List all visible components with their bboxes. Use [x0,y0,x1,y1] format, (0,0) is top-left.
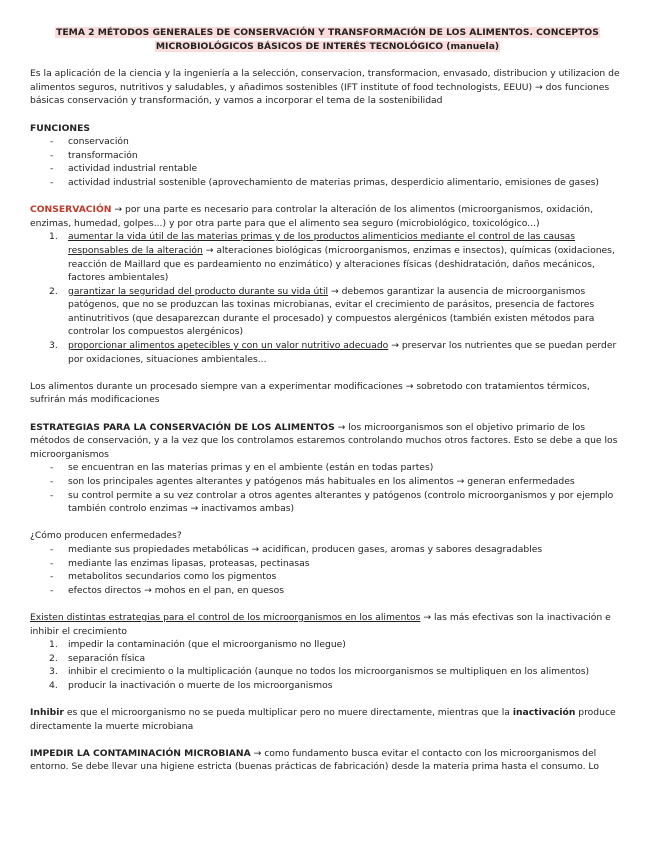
inhibir-bold: Inhibir [30,707,64,719]
conservacion-text: → por una parte es necesario para controlar la alteración de los alimentos (microorganismos, oxidación, enzimas, humedad, golpes...) y por otra parte para que el alimento sea seguro (microbiológico, toxicológico...) [30,204,594,229]
list-item: - conservación [30,135,625,149]
conservacion-list [30,230,625,366]
list-item: - se encuentran en las materias primas y en el ambiente (están en todas partes) [30,461,625,475]
item-underlined: proporcionar alimentos apetecibles y con un valor nutritivo adecuado [68,340,389,352]
list-item [30,652,625,666]
list-item: - metabolitos secundarios como los pigmentos [30,570,625,584]
list-item [30,230,625,284]
control-list [30,638,625,692]
estrategias-text: → los microorganismos son el objetivo primario de los métodos de conservación, y a la vez que los controlamos estaremos controlando muchos otros factores. Esto se debe a que los microorganismos [30,421,618,460]
list-item [30,339,625,366]
item-number: 3. [49,666,58,678]
list-item [30,679,625,693]
list-item [30,665,625,679]
list-item: - actividad industrial sostenible (aprovechamiento de materias primas, desperdicio alimentario, emisiones de gases) [30,176,625,190]
item-text: inhibir el crecimiento o la multiplicación (aunque no todos los microorganismos se multipliquen en los alimentos) [68,666,590,678]
estrategias-heading: ESTRATEGIAS PARA LA CONSERVACIÓN DE LOS ALIMENTOS [30,421,335,433]
item-number: 1. [49,231,58,243]
item-underlined: aumentar la vida útil de las materias primas y de los productos alimenticios mediante el control de las causas responsables de la alteración [68,231,576,256]
item-text: separación física [68,652,146,664]
procesado-paragraph: Los alimentos durante un procesado siempre van a experimentar modificaciones → sobretodo con tratamientos térmicos, sufrirán más modificaciones [30,380,590,406]
funciones-heading: FUNCIONES [30,122,90,134]
list-item: - su control permite a su vez controlar a otros agentes alterantes y patógenos (controlo microorganismos y por ejemplo también controlo enzimas → inactivamos ambas) [30,489,625,516]
item-text: impedir la contaminación (que el microorganismo no llegue) [68,639,346,651]
item-number: 3. [49,340,58,352]
item-text: producir la inactivación o muerte de los microorganismos [68,679,333,691]
enfermedades-list [30,543,625,597]
item-text: → alteraciones biológicas (microorganismos, enzimas e insectos), químicas (oxidaciones, reacción de Maillard que es pardeamiento no enzimático) y alteraciones físicas (deshidratación, daños mecánicos, factores ambientales) [68,244,615,284]
list-item: - mediante sus propiedades metabólicas → acidifican, producen gases, aromas y sabores desagradables [30,543,625,557]
list-item: - mediante las enzimas lipasas, proteasas, pectinasas [30,557,625,571]
estrategias-list [30,461,625,515]
control-underlined: Existen distintas estrategias para el control de los microorganismos en los alimentos [30,611,421,623]
intro-paragraph: Es la aplicación de la ciencia y la ingeniería a la selección, conservacion, transformacion, envasado, distribucion y utilizacion de alimentos seguros, nutritivos y saludables, y añadimos sostenibles (IFT institute of food technologists, EEUU) → dos funciones básicas conservación y transformación, y vamos a incorporar el tema de la sostenibilidad [30,68,620,107]
item-text: → debemos garantizar la ausencia de microorganismos patógenos, que no se produzcan las toxinas microbianas, evitar el crecimiento de parásitos, presencia de factores antinutritivos (que desaparezcan durante el procesado) y compuestos alergénicos (también existen métodos para controlar los compuestos alergénicos) [68,285,595,338]
inhibir-text-2: produce directamente la muerte microbiana [30,707,616,732]
item-number: 2. [49,285,58,297]
control-paragraph [30,611,625,638]
conservacion-paragraph [30,203,625,230]
list-item [30,285,625,339]
inhibir-text-1: es que el microorganismo no se pueda multiplicar pero no muere directamente, mientras que la [63,707,513,719]
item-number: 1. [49,639,58,651]
item-number: 4. [49,679,58,691]
enfermedades-question: ¿Cómo producen enfermedades? [30,530,182,542]
list-item: - son los principales agentes alterantes y patógenos más habituales en los alimentos → generan enfermedades [30,475,625,489]
impedir-text: → como fundamento busca evitar el contacto con los microorganismos del entorno. Se debe llevar una higiene estricta (buenas prácticas de fabricación) desde la materia prima hasta el consumo. Lo [30,747,599,773]
impedir-heading: IMPEDIR LA CONTAMINACIÓN MICROBIANA [30,747,251,759]
impedir-paragraph [30,747,625,774]
conservacion-heading: CONSERVACIÓN [30,204,112,216]
list-item: - efectos directos → mohos en el pan, en quesos [30,584,625,598]
inactivacion-bold: inactivación [512,707,576,719]
document-title [30,26,625,53]
item-underlined: garantizar la seguridad del producto durante su vida útil [68,285,329,297]
list-item: - actividad industrial rentable [30,162,625,176]
item-number: 2. [49,652,58,664]
inhibir-paragraph [30,706,625,733]
list-item [30,638,625,652]
estrategias-paragraph [30,421,625,462]
funciones-list [30,135,625,189]
list-item: - transformación [30,149,625,163]
title-line-2: MICROBIOLÓGICOS BÁSICOS DE INTERÉS TECNOLÓGICO (manuela) [155,40,500,52]
item-text: → preservar los nutrientes que se puedan perder por oxidaciones, situaciones ambientales... [68,340,617,365]
control-text: → las más efectivas son la inactivación e inhibir el crecimiento [30,611,611,637]
title-line-1: TEMA 2 MÉTODOS GENERALES DE CONSERVACIÓN Y TRANSFORMACIÓN DE LOS ALIMENTOS. CONCEPTOS [56,27,599,38]
